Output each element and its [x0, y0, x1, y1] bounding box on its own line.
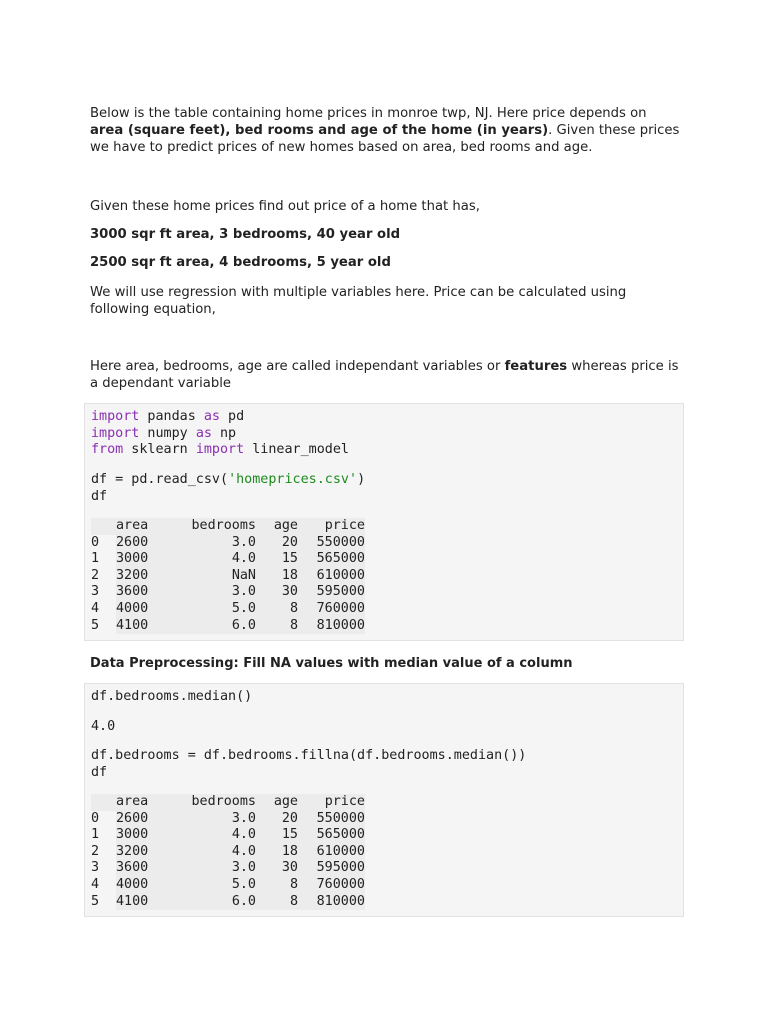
row-index: 1	[91, 827, 100, 843]
table-cell: 4.0	[162, 551, 256, 568]
code-line-df: df	[91, 764, 108, 780]
query-home-2-text: 2500 sqr ft area, 4 bedrooms, 5 year old	[90, 255, 391, 270]
table-row	[91, 568, 365, 585]
table-cell: 565000	[298, 827, 365, 844]
regression-paragraph: We will use regression with multiple variables here. Price can be calculated using following equation,	[90, 285, 627, 317]
code-text: sklearn	[123, 442, 196, 458]
question-paragraph: Given these home prices find out price of a home that has,	[90, 199, 480, 214]
column-header	[91, 794, 116, 811]
table-cell: 3.0	[162, 535, 256, 552]
keyword: as	[203, 409, 220, 424]
table-cell: 4.0	[162, 827, 256, 844]
code-line-read-csv	[91, 472, 365, 489]
table-row	[91, 860, 365, 877]
table-cell: 5.0	[162, 601, 256, 618]
table-cell: 3600	[116, 584, 162, 601]
section-heading	[90, 655, 680, 672]
table-cell: 3200	[116, 568, 162, 585]
section-heading-text: Data Preprocessing: Fill NA values with median value of a column	[90, 656, 573, 671]
code-cell-1	[84, 403, 684, 641]
code-text: df = pd.read_csv(	[91, 472, 229, 487]
column-header: area	[116, 518, 162, 535]
table-cell: 4100	[116, 618, 162, 635]
table-cell: 3200	[116, 844, 162, 861]
table-cell: 2600	[116, 535, 162, 552]
code-cell-2	[84, 683, 684, 917]
table-cell: 550000	[298, 811, 365, 828]
table-cell: 15	[256, 827, 298, 844]
table-cell: 565000	[298, 551, 365, 568]
row-index: 4	[91, 876, 100, 892]
code-text: numpy	[139, 425, 196, 441]
intro-text: Below is the table containing home prices in monroe twp, NJ. Here price depends on	[90, 106, 647, 121]
table-cell: 30	[256, 860, 298, 877]
column-header: age	[256, 794, 298, 811]
column-header	[91, 518, 116, 535]
column-header: bedrooms	[162, 794, 256, 811]
table-cell: 8	[256, 894, 298, 911]
features-bold: features	[504, 359, 568, 374]
table-cell: 18	[256, 844, 298, 861]
row-index: 3	[91, 860, 100, 876]
code-line-import-sklearn	[91, 442, 349, 459]
table-cell: 5.0	[162, 877, 256, 894]
table-row	[91, 601, 365, 618]
query-home-1	[90, 226, 680, 243]
table-cell: 760000	[298, 601, 365, 618]
table-cell: 20	[256, 811, 298, 828]
table-cell: 610000	[298, 844, 365, 861]
table-row	[91, 811, 365, 828]
table-row	[91, 551, 365, 568]
table-cell: 3000	[116, 827, 162, 844]
intro-text-end: . Given these prices we have to predict prices of new homes based on area, bed rooms and age.	[90, 123, 680, 155]
table-cell: 3000	[116, 551, 162, 568]
table-row	[91, 535, 365, 552]
table-row	[91, 584, 365, 601]
row-index: 5	[91, 893, 100, 909]
table-cell: 30	[256, 584, 298, 601]
code-text: pd	[220, 409, 245, 424]
dataframe-table-1	[91, 518, 365, 634]
keyword: from	[91, 442, 124, 458]
row-index: 0	[91, 534, 100, 550]
table-cell: 610000	[298, 568, 365, 585]
features-text-end: whereas price is a dependant variable	[90, 359, 679, 391]
table-row	[91, 618, 365, 635]
code-line-import-pandas	[91, 409, 244, 426]
keyword: import	[91, 425, 140, 441]
table-cell: 810000	[298, 894, 365, 911]
query-home-1-text: 3000 sqr ft area, 3 bedrooms, 40 year old	[90, 227, 401, 242]
row-index: 4	[91, 600, 100, 616]
table-cell: 3600	[116, 860, 162, 877]
column-header: area	[116, 794, 162, 811]
table-cell: 8	[256, 877, 298, 894]
features-text: Here area, bedrooms, age are called independant variables or	[90, 359, 505, 374]
row-index: 3	[91, 584, 100, 600]
table-row	[91, 844, 365, 861]
row-index: 5	[91, 617, 100, 633]
table-row	[91, 877, 365, 894]
table-cell: 4.0	[162, 844, 256, 861]
intro-bold: area (square feet), bed rooms and age of the home (in years)	[90, 123, 549, 138]
table-cell: 4000	[116, 601, 162, 618]
keyword: as	[195, 425, 212, 441]
column-header: price	[298, 518, 365, 535]
row-index: 0	[91, 810, 100, 826]
table-cell: 595000	[298, 584, 365, 601]
column-header: bedrooms	[162, 518, 256, 535]
table-cell: 6.0	[162, 618, 256, 635]
row-index: 2	[91, 843, 100, 859]
features-paragraph	[90, 358, 680, 392]
table-cell: 15	[256, 551, 298, 568]
table-header-row	[91, 794, 365, 811]
median-output: 4.0	[91, 719, 116, 734]
table-cell: 3.0	[162, 584, 256, 601]
code-line-median: df.bedrooms.median()	[91, 689, 253, 704]
code-text: )	[357, 472, 366, 487]
column-header: age	[256, 518, 298, 535]
dataframe-table-2	[91, 794, 365, 910]
intro-paragraph	[90, 105, 680, 156]
table-header-row	[91, 518, 365, 535]
table-cell: 2600	[116, 811, 162, 828]
row-index: 2	[91, 567, 100, 583]
table-cell: 760000	[298, 877, 365, 894]
keyword: import	[91, 409, 140, 424]
table-cell: 595000	[298, 860, 365, 877]
table-cell: 810000	[298, 618, 365, 635]
code-line-df: df	[91, 488, 108, 504]
row-index: 1	[91, 551, 100, 567]
table-cell: 4100	[116, 894, 162, 911]
table-row	[91, 894, 365, 911]
table-cell: 3.0	[162, 811, 256, 828]
table-cell: 8	[256, 618, 298, 635]
column-header: price	[298, 794, 365, 811]
string-literal: 'homeprices.csv'	[228, 472, 358, 487]
table-cell: NaN	[162, 568, 256, 585]
code-line-import-numpy	[91, 426, 236, 443]
code-text: linear_model	[244, 442, 349, 458]
table-cell: 8	[256, 601, 298, 618]
code-text: np	[211, 425, 237, 441]
code-line-fillna: df.bedrooms = df.bedrooms.fillna(df.bedrooms.median())	[91, 748, 527, 763]
query-home-2	[90, 254, 680, 271]
table-row	[91, 827, 365, 844]
keyword: import	[195, 442, 245, 458]
table-cell: 4000	[116, 877, 162, 894]
table-cell: 550000	[298, 535, 365, 552]
table-cell: 3.0	[162, 860, 256, 877]
table-cell: 20	[256, 535, 298, 552]
table-cell: 18	[256, 568, 298, 585]
table-cell: 6.0	[162, 894, 256, 911]
code-text: pandas	[139, 409, 204, 424]
